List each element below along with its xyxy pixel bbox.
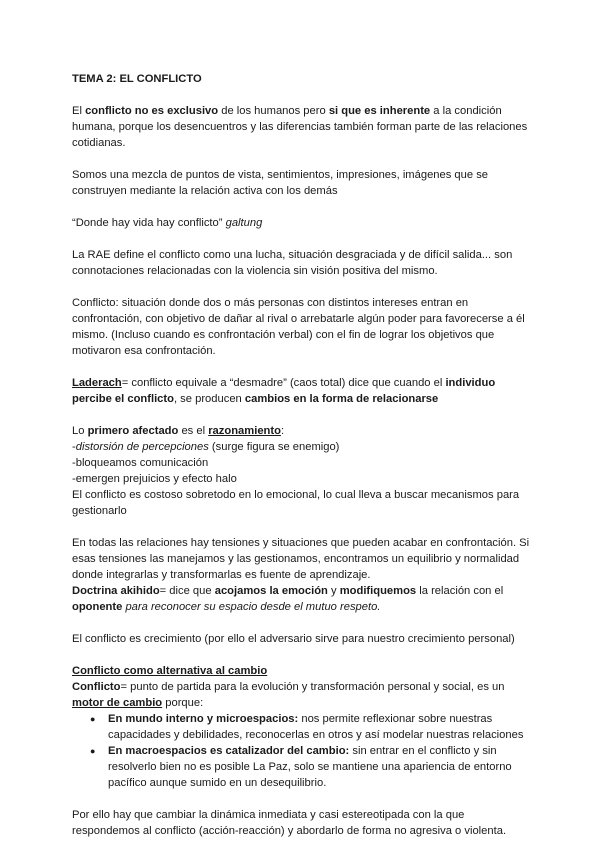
- paragraph-definition: Conflicto: situación donde dos o más personas con distintos intereses entran en confrontación, con objetivo de dañar al rival o arrebatarle algún poder para favorecerse a él mismo. (Incluso cuando es confrontación verbal) con el fin de lograr los objetivos que motivaron esa confrontación.: [72, 297, 525, 357]
- bullet-list: [72, 711, 532, 791]
- quote-galtung: “Donde hay vida hay conflicto” galtung: [72, 217, 263, 229]
- paragraph-laderach: Laderach= conflicto equivale a “desmadre” (caos total) dice que cuando el individuo percibe el conflicto, se producen cambios en la forma de relacionarse: [72, 377, 496, 405]
- paragraph-mixture: Somos una mezcla de puntos de vista, sentimientos, impresiones, imágenes que se construyen mediante la relación activa con los demás: [72, 169, 489, 197]
- section-change: Conflicto como alternativa al cambio Conflicto= punto de partida para la evolución y transformación personal y social, es un motor de cambio porque: ● En mundo interno y microespacios: nos permite reflexionar sobre nuestras capacidades y debilidades, reconocerlas en otros y así modelar nuestras relaciones ● En macroespacios es catalizador del cambio: sin entrar en el conflicto y sin resolverlo bien no es posible La Paz, solo se mantiene una apariencia de entorno pacífico aunque sumido en un desequilibrio.: [72, 663, 532, 791]
- section-heading: Conflicto como alternativa al cambio: [72, 665, 268, 677]
- paragraph-conclusion: Por ello hay que cambiar la dinámica inmediata y casi estereotipada con la que respondemos al conflicto (acción-reacción) y abordarlo de forma no agresiva o violenta.: [72, 809, 507, 837]
- list-line: -distorsión de percepciones (surge figura se enemigo): [72, 441, 340, 453]
- bullet-icon: ●: [90, 714, 96, 724]
- document-title: TEMA 2: EL CONFLICTO: [72, 73, 202, 85]
- list-line: -emergen prejuicios y efecto halo: [72, 473, 237, 485]
- paragraph-growth: El conflicto es crecimiento (por ello el adversario sirve para nuestro crecimiento personal): [72, 633, 515, 645]
- document-page: [72, 71, 532, 839]
- paragraph-tensions: En todas las relaciones hay tensiones y situaciones que pueden acabar en confrontación. Si esas tensiones las manejamos y las gestionamos, encontramos un equilibrio y normalidad donde integrarlas y transformarlas es fuente de aprendizaje. Doctrina akihido= dice que acojamos la emoción y modifiquemos la relación con el oponente para reconocer su espacio desde el mutuo respeto.: [72, 535, 532, 615]
- paragraph-rae: La RAE define el conflicto como una lucha, situación desgraciada y de difícil salida... son connotaciones relacionadas con la violencia sin visión positiva del mismo.: [72, 249, 513, 277]
- quote-author: galtung: [225, 217, 263, 229]
- list-item: ● En macroespacios es catalizador del cambio: sin entrar en el conflicto y sin resolverlo bien no es posible La Paz, solo se mantiene una apariencia de entorno pacífico aunque sumido en un desequilibrio.: [90, 745, 512, 789]
- paragraph-intro: El conflicto no es exclusivo de los humanos pero si que es inherente a la condición humana, porque los desencuentros y las diferencias también forman parte de las relaciones cotidianas.: [72, 105, 528, 149]
- paragraph-cost: El conflicto es costoso sobretodo en lo emocional, lo cual lleva a buscar mecanismos para gestionarlo: [72, 489, 520, 517]
- paragraph-reasoning: Lo primero afectado es el razonamiento: -distorsión de percepciones (surge figura se enemigo) -bloqueamos comunicación -emergen prejuicios y efecto halo El conflicto es costoso sobretodo en lo emocional, lo cual lleva a buscar mecanismos para gestionarlo: [72, 423, 532, 519]
- bullet-icon: ●: [90, 746, 96, 756]
- paragraph-akihido: Doctrina akihido= dice que acojamos la emoción y modifiquemos la relación con el oponente para reconocer su espacio desde el mutuo respeto.: [72, 585, 504, 613]
- list-line: -bloqueamos comunicación: [72, 457, 209, 469]
- list-item: ● En mundo interno y microespacios: nos permite reflexionar sobre nuestras capacidades y debilidades, reconocerlas en otros y así modelar nuestras relaciones: [90, 713, 524, 741]
